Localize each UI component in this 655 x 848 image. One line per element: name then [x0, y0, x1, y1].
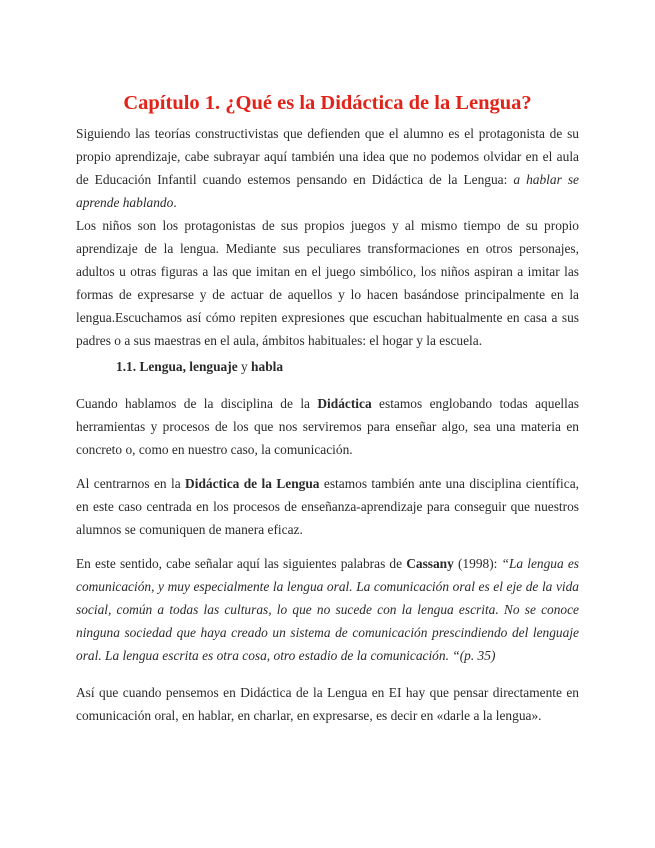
paragraph-intro-italic: a hablar se aprende hablando	[76, 172, 579, 210]
paragraph-lengua-after: estamos también ante una disciplina científica, en este caso centrada en los procesos de enseñanza-aprendizaje para conseguir que nuestros alumnos se comuniquen de manera eficaz.	[76, 476, 579, 537]
section-number: 1.1.	[116, 359, 140, 374]
paragraph-cassany-quote: “La lengua es comunicación, y muy especialmente la lengua oral. La comunicación oral es el eje de la vida social, común a todas las culturas, lo que no sucede con la lengua escrita. No se conoce ninguna sociedad que haya creado un sistema de comunicación prescindiendo del lenguaje oral. La lengua escrita es otra cosa, otro estadio de la comunicación. “(p. 35)	[76, 556, 579, 663]
section-heading	[76, 355, 579, 378]
section-connector: y	[237, 359, 252, 374]
paragraph-lengua-before: Al centrarnos en la	[76, 476, 186, 491]
paragraph-intro-end: .	[173, 195, 177, 210]
paragraph-intro	[76, 122, 579, 214]
paragraph-lengua	[76, 472, 579, 541]
paragraph-conclusion: Así que cuando pensemos en Didáctica de la Lengua en EI hay que pensar directamente en comunicación oral, en hablar, en charlar, en expresarse, es decir en «darle a la lengua».	[76, 685, 579, 723]
paragraph-didactica-after: estamos englobando todas aquellas herramientas y procesos de los que nos serviremos para enseñar algo, sea una materia en concreto o, como en nuestro caso, la comunicación.	[76, 396, 579, 457]
paragraph-intro-text: Siguiendo las teorías constructivistas que defienden que el alumno es el protagonista de su propio aprendizaje, cabe subrayar aquí también una idea que no podemos olvidar en el aula de Educación Infantil cuando estemos pensando en Didáctica de la Lengua:	[76, 126, 579, 187]
paragraph-didactica-bold: Didáctica	[317, 396, 372, 411]
paragraph-cassany-author: Cassany	[406, 556, 454, 571]
paragraph-lengua-bold: Didáctica de la Lengua	[185, 476, 320, 491]
section-part2: habla	[251, 359, 284, 374]
paragraph-didactica	[76, 392, 579, 461]
paragraph-didactica-before: Cuando hablamos de la disciplina de la	[76, 396, 318, 411]
section-part1: Lengua, lenguaje	[139, 359, 238, 374]
paragraph-children: Los niños son los protagonistas de sus propios juegos y al mismo tiempo de su propio aprendizaje de la lengua. Mediante sus peculiares transformaciones en otros personajes, adultos u otras figuras a las que imitan en el juego simbólico, los niños aspiran a imitar las formas de expresarse y de actuar de aquellos y lo hacen basándose principalmente en la lengua.Escuchamos así cómo repiten expresiones que escuchan habitualmente en casa a sus padres o a sus maestras en el aula, ámbitos habituales: el hogar y la escuela.	[76, 218, 579, 348]
paragraph-cassany-year: (1998):	[453, 556, 502, 571]
chapter-title: Capítulo 1. ¿Qué es la Didáctica de la Lengua?	[123, 92, 532, 114]
paragraph-cassany	[76, 552, 579, 667]
paragraph-cassany-before: En este sentido, cabe señalar aquí las siguientes palabras de	[76, 556, 407, 571]
